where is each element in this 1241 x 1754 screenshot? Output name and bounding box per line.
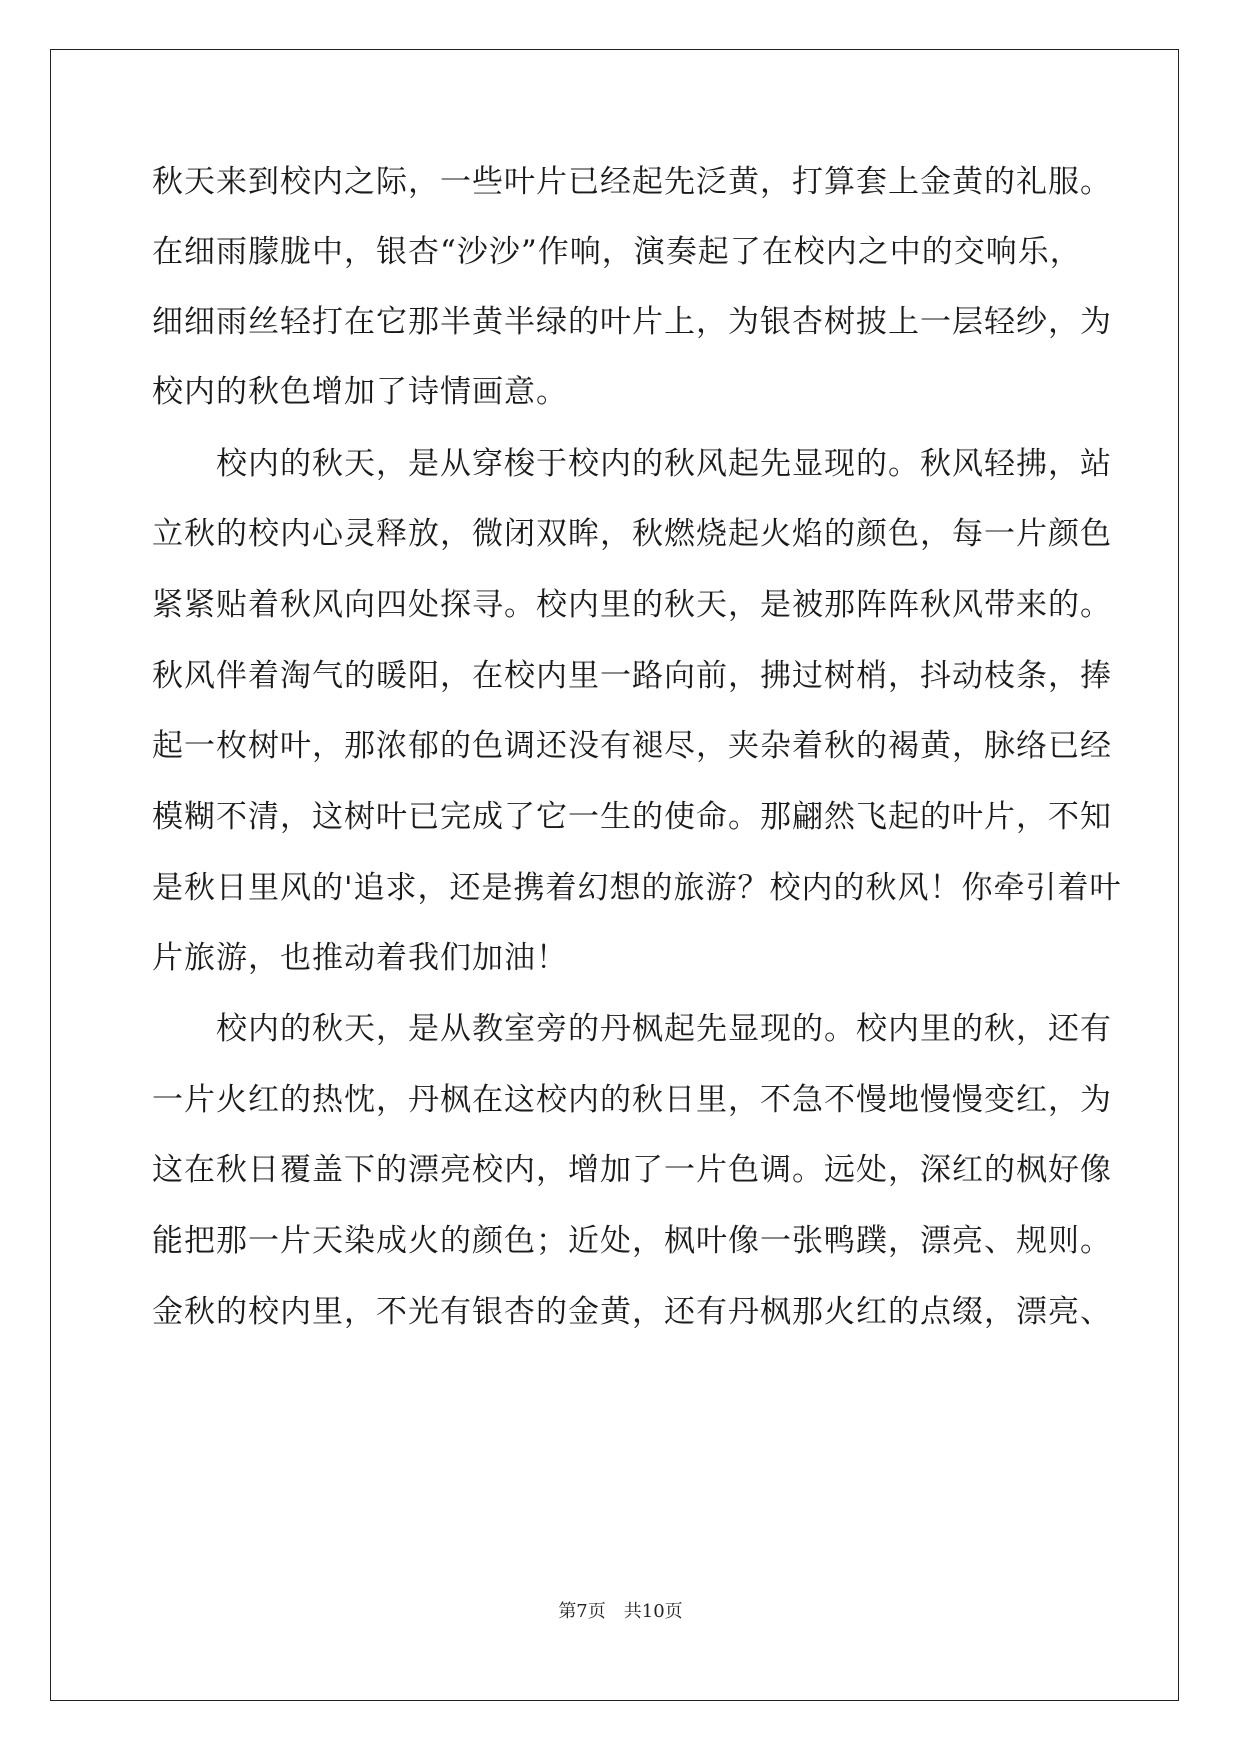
text-line: 校内的秋天，是从穿梭于校内的秋风起先显现的。秋风轻拂，站 [152,446,1112,482]
text-line: 立秋的校内心灵释放，微闭双眸，秋燃烧起火焰的颜色，每一片颜色 [152,516,1112,552]
text-line: 在细雨朦胧中，银杏“沙沙”作响，演奏起了在校内之中的交响乐， [152,234,1082,270]
text-line: 模糊不清，这树叶已完成了它一生的使命。那翩然飞起的叶片，不知 [152,799,1112,835]
text-line: 这在秋日覆盖下的漂亮校内，增加了一片色调。远处，深红的枫好像 [152,1152,1112,1188]
text-line: 校内的秋色增加了诗情画意。 [152,374,568,410]
text-line: 一片火红的热忱，丹枫在这校内的秋日里，不急不慢地慢慢变红，为 [152,1082,1112,1118]
text-line: 细细雨丝轻打在它那半黄半绿的叶片上，为银杏树披上一层轻纱，为 [152,304,1112,340]
page-number-total: 共10页 [623,1601,683,1622]
text-line: 是秋日里风的'追求，还是携着幻想的旅游？校内的秋风！你牵引着叶 [152,870,1122,906]
text-line: 秋风伴着淘气的暖阳，在校内里一路向前，拂过树梢，抖动枝条，捧 [152,658,1112,694]
text-line: 秋天来到校内之际，一些叶片已经起先泛黄，打算套上金黄的礼服。 [152,164,1112,200]
text-line: 金秋的校内里，不光有银杏的金黄，还有丹枫那火红的点缀，漂亮、 [152,1294,1112,1330]
text-line: 能把那一片天染成火的颜色；近处，枫叶像一张鸭蹼，漂亮、规则。 [152,1223,1112,1259]
text-line: 紧紧贴着秋风向四处探寻。校内里的秋天，是被那阵阵秋风带来的。 [152,587,1112,623]
text-line: 片旅游，也推动着我们加油！ [152,940,568,976]
page-footer [0,1601,1241,1623]
text-line: 起一枚树叶，那浓郁的色调还没有褪尽，夹杂着秋的褐黄，脉络已经 [152,728,1112,764]
text-line: 校内的秋天，是从教室旁的丹枫起先显现的。校内里的秋，还有 [152,1011,1112,1047]
page-number-current: 第7页 [558,1601,606,1622]
